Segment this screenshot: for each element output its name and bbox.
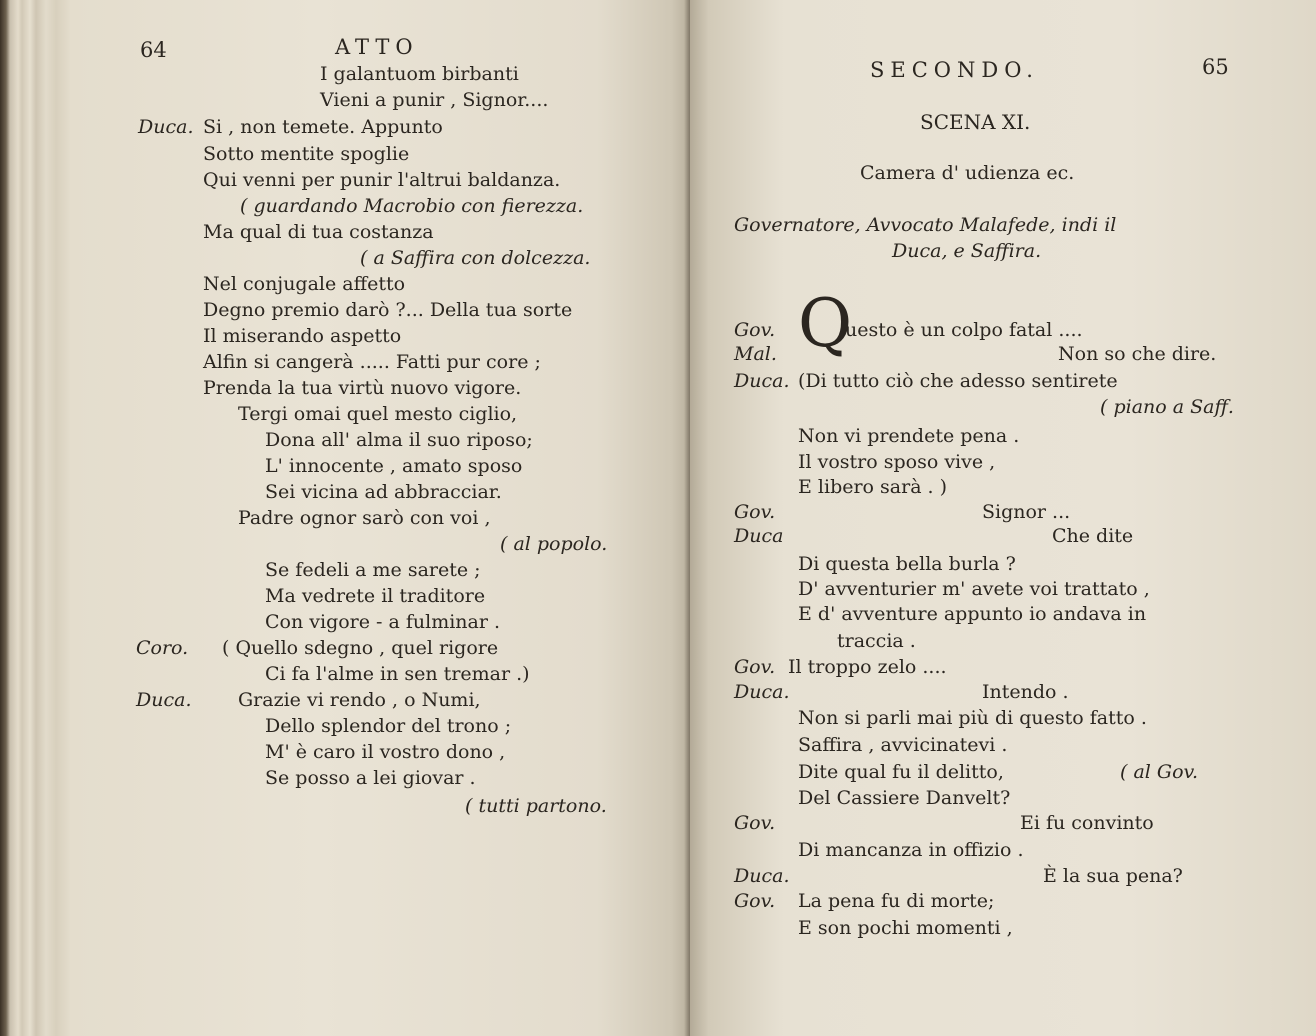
verse-line: E son pochi momenti , xyxy=(798,917,1013,939)
verse-line: Grazie vi rendo , o Numi, xyxy=(238,689,481,711)
verse-line: Dite qual fu il delitto, xyxy=(798,761,1004,783)
verse-line: traccia . xyxy=(837,630,916,652)
stage-direction: ( tutti partono. xyxy=(465,795,607,817)
drop-cap: Q xyxy=(798,285,853,362)
stage-direction: ( piano a Saff. xyxy=(1100,396,1234,418)
verse-line: Intendo . xyxy=(982,681,1069,703)
verse-line: Dello splendor del trono ; xyxy=(265,715,512,737)
characters-line: Duca, e Saffira. xyxy=(892,240,1042,262)
stage-direction: ( al Gov. xyxy=(1120,761,1199,783)
verse-line: Non si parli mai più di questo fatto . xyxy=(798,707,1147,729)
verse-line: E d' avventure appunto io andava in xyxy=(798,603,1147,625)
page-number: 65 xyxy=(1202,55,1229,79)
verse-line: Con vigore - a fulminar . xyxy=(265,611,501,633)
verse-line: L' innocente , amato sposo xyxy=(265,455,523,477)
speaker-label: Duca. xyxy=(734,865,790,887)
verse-line: Non so che dire. xyxy=(1058,343,1217,365)
characters-line: Governatore, Avvocato Malafede, indi il xyxy=(734,214,1117,236)
stage-direction: ( al popolo. xyxy=(500,533,608,555)
verse-line: ( Quello sdegno , quel rigore xyxy=(222,637,499,659)
verse-line: Sei vicina ad abbracciar. xyxy=(265,481,502,503)
verse-line: I galantuom birbanti xyxy=(320,63,519,85)
scene-setting: Camera d' udienza ec. xyxy=(860,162,1075,184)
verse-line: Signor ... xyxy=(982,501,1071,523)
verse-line: Ci fa l'alme in sen tremar .) xyxy=(265,663,530,685)
left-page xyxy=(70,0,690,1036)
speaker-label: Gov. xyxy=(734,656,776,678)
verse-line: Non vi prendete pena . xyxy=(798,425,1020,447)
verse-line: Il troppo zelo .... xyxy=(788,656,947,678)
verse-line: È la sua pena? xyxy=(1043,865,1183,887)
verse-line: Ma vedrete il traditore xyxy=(265,585,486,607)
verse-line: (Di tutto ciò che adesso sentirete xyxy=(798,370,1118,392)
speaker-label: Duca. xyxy=(734,681,790,703)
verse-line: Prenda la tua virtù nuovo vigore. xyxy=(203,377,522,399)
speaker-label: Mal. xyxy=(734,343,777,365)
verse-line: Tergi omai quel mesto ciglio, xyxy=(238,403,518,425)
verse-line: Ei fu convinto xyxy=(1020,812,1154,834)
running-head: SECONDO. xyxy=(870,58,1039,82)
verse-line: Sotto mentite spoglie xyxy=(203,143,410,165)
verse-line: E libero sarà . ) xyxy=(798,476,948,498)
stage-direction: ( a Saffira con dolcezza. xyxy=(360,247,591,269)
verse-line: D' avventurier m' avete voi trattato , xyxy=(798,578,1150,600)
verse-line: Alfin si cangerà ..... Fatti pur core ; xyxy=(203,351,541,373)
verse-line: Di mancanza in offizio . xyxy=(798,839,1024,861)
verse-line: Il vostro sposo vive , xyxy=(798,451,996,473)
verse-line: Se fedeli a me sarete ; xyxy=(265,559,481,581)
verse-line: Se posso a lei giovar . xyxy=(265,767,476,789)
speaker-label: Gov. xyxy=(734,319,776,341)
speaker-label: Coro. xyxy=(136,637,189,659)
verse-line: Degno premio darò ?... Della tua sorte xyxy=(203,299,573,321)
verse-line: Saffira , avvicinatevi . xyxy=(798,734,1008,756)
verse-line: Del Cassiere Danvelt? xyxy=(798,787,1011,809)
speaker-label: Gov. xyxy=(734,812,776,834)
verse-line: uesto è un colpo fatal .... xyxy=(845,319,1083,341)
scene-title: SCENA XI. xyxy=(920,110,1031,134)
speaker-label: Gov. xyxy=(734,501,776,523)
verse-line: La pena fu di morte; xyxy=(798,890,995,912)
stage-direction: ( guardando Macrobio con fierezza. xyxy=(240,195,584,217)
speaker-label: Duca xyxy=(734,525,784,547)
verse-line: Che dite xyxy=(1052,525,1134,547)
verse-line: Padre ognor sarò con voi , xyxy=(238,507,491,529)
speaker-label: Duca. xyxy=(734,370,790,392)
verse-line: M' è caro il vostro dono , xyxy=(265,741,506,763)
verse-line: Dona all' alma il suo riposo; xyxy=(265,429,533,451)
speaker-label: Gov. xyxy=(734,890,776,912)
verse-line: Di questa bella burla ? xyxy=(798,553,1016,575)
verse-line: Nel conjugale affetto xyxy=(203,273,406,295)
verse-line: Vieni a punir , Signor.... xyxy=(320,89,549,111)
page-number: 64 xyxy=(140,38,167,62)
verse-line: Qui venni per punir l'altrui baldanza. xyxy=(203,169,561,191)
running-head: ATTO xyxy=(335,35,419,59)
right-page xyxy=(690,0,1316,1036)
verse-line: Si , non temete. Appunto xyxy=(203,116,443,138)
verse-line: Ma qual di tua costanza xyxy=(203,221,434,243)
page-edges xyxy=(0,0,70,1036)
speaker-label: Duca. xyxy=(138,116,194,138)
verse-line: Il miserando aspetto xyxy=(203,325,402,347)
speaker-label: Duca. xyxy=(136,689,192,711)
